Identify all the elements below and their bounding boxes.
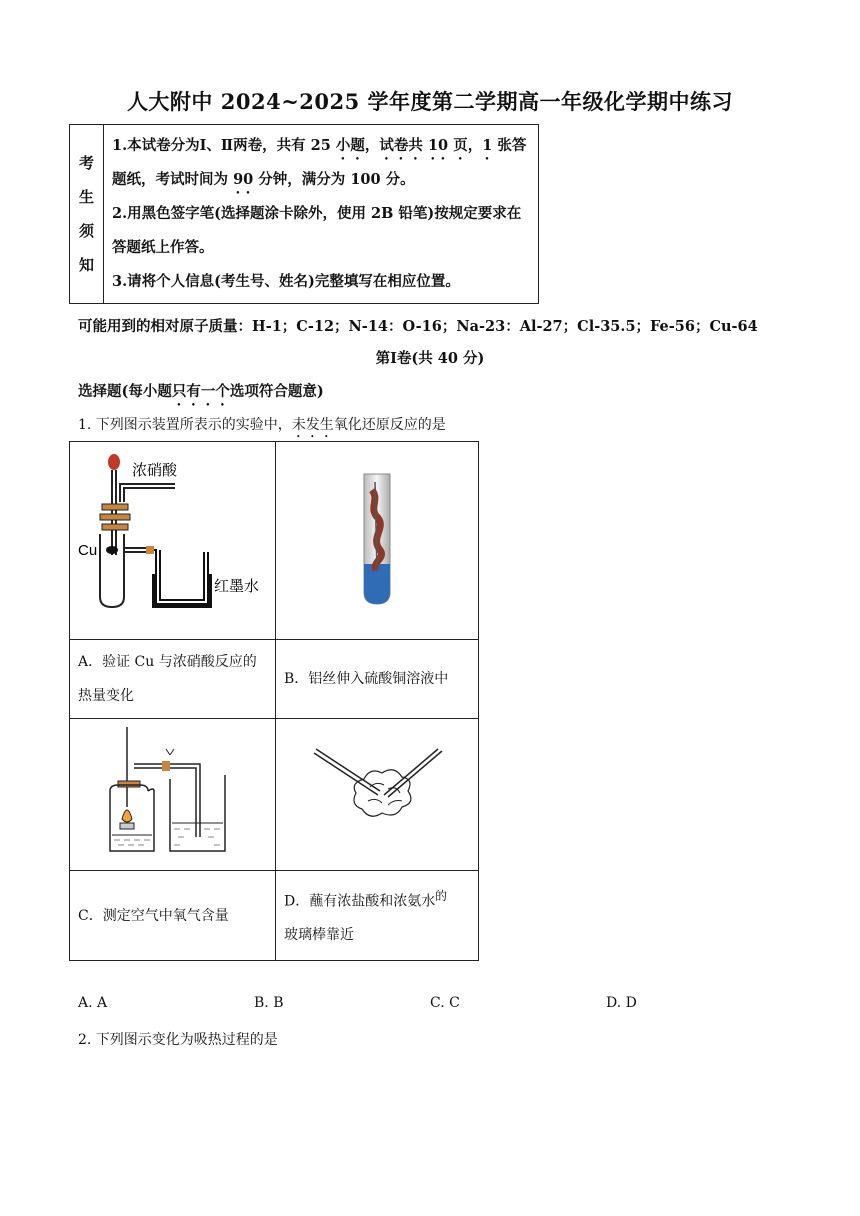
figure-d-glass-rods bbox=[276, 719, 478, 866]
notice-body bbox=[104, 125, 539, 304]
option-d-description: D．蘸有浓盐酸和浓氨水$^的$ 玻璃棒靠近 bbox=[276, 871, 479, 961]
option-a-description: A．验证 Cu 与浓硝酸反应的热量变化 bbox=[70, 640, 276, 719]
label-copper: Cu bbox=[78, 542, 98, 559]
notice-label bbox=[70, 125, 104, 304]
notice-item-1: 1.本试卷分为Ⅰ、Ⅱ两卷，共有 25 小题，试卷共 10 页，1 张答题纸，考试时间为 90 分钟，满分为 100 分。 bbox=[112, 137, 527, 188]
option-b-description: B．铝丝伸入硫酸铜溶液中 bbox=[276, 640, 479, 719]
notice-item-3: 3.请将个人信息(考生号、姓名)完整填写在相应位置。 bbox=[112, 273, 460, 290]
question-2-stem: 2. 下列图示变化为吸热过程的是 bbox=[78, 1032, 278, 1048]
choice-header: 选择题(每小题只有一个选项符合题意) bbox=[78, 383, 324, 400]
label-conc-nitric-acid: 浓硝酸 bbox=[132, 462, 178, 479]
notice-label-char: 知 bbox=[78, 256, 94, 274]
figure-b-test-tube bbox=[276, 442, 478, 635]
page-title: 人大附中 2024~2025 学年度第二学期高一年级化学期中练习 bbox=[126, 89, 734, 114]
section-title: 第Ⅰ卷(共 40 分) bbox=[375, 350, 485, 367]
choice-b: B. B bbox=[254, 995, 284, 1011]
choice-d: D. D bbox=[606, 995, 637, 1011]
question-1-figure-table bbox=[69, 441, 479, 961]
notice-label-char: 生 bbox=[78, 188, 94, 206]
figure-a-apparatus bbox=[70, 442, 275, 635]
figure-a-cell bbox=[70, 442, 276, 640]
label-red-ink: 红墨水 bbox=[214, 578, 260, 595]
option-c-description: C．测定空气中氧气含量 bbox=[70, 871, 276, 961]
figure-d-cell bbox=[276, 719, 479, 871]
atomic-masses: 可能用到的相对原子质量：H-1；C-12；N-14：O-16；Na-23：Al-27；Cl-35.5；Fe-56；Cu-64 bbox=[78, 318, 758, 335]
choice-c: C. C bbox=[430, 995, 460, 1011]
notice-label-char: 考 bbox=[78, 154, 94, 172]
figure-c-cell bbox=[70, 719, 276, 871]
figure-c-oxygen-apparatus bbox=[70, 719, 275, 866]
question-1-stem: 1. 下列图示装置所表示的实验中，未发生氧化还原反应的是 bbox=[78, 417, 446, 433]
choice-a: A. A bbox=[78, 995, 108, 1011]
notice-item-2: 2.用黑色签字笔(选择题涂卡除外，使用 2B 铅笔)按规定要求在答题纸上作答。 bbox=[112, 205, 522, 256]
notice-label-char: 须 bbox=[78, 222, 94, 240]
figure-b-cell bbox=[276, 442, 479, 640]
notice-box bbox=[69, 124, 539, 304]
